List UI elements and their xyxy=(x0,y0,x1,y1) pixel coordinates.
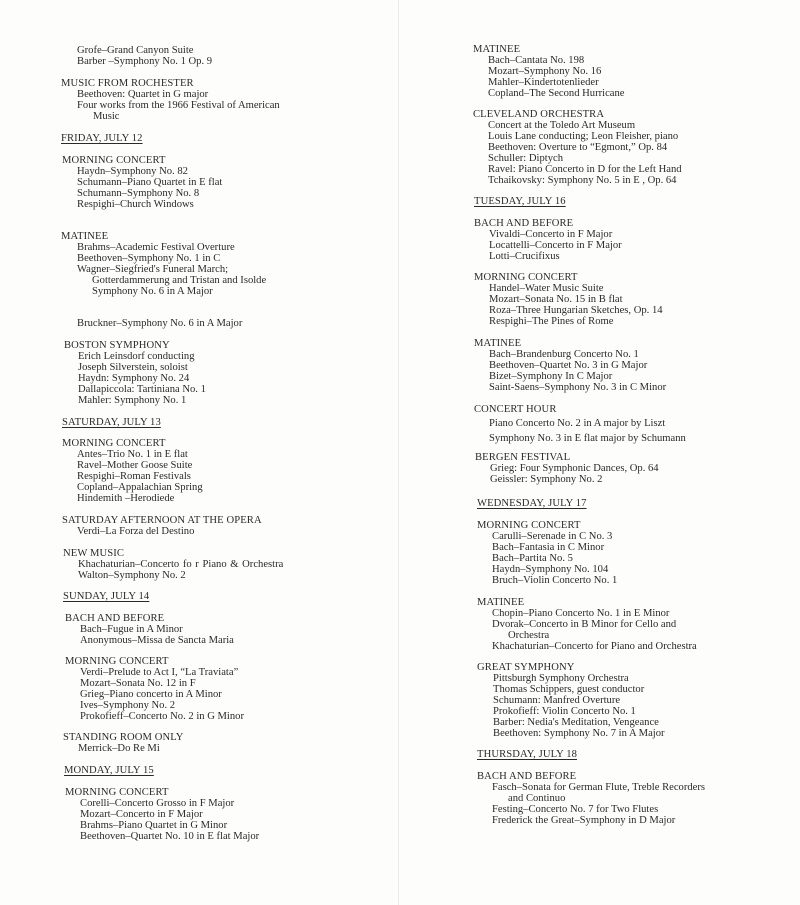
program-item: Saint-Saens–Symphony No. 3 in C Minor xyxy=(489,382,667,393)
program-item: Beethoven: Symphony No. 7 in A Major xyxy=(493,728,665,739)
program-heading: SATURDAY AFTERNOON AT THE OPERA xyxy=(62,515,262,526)
program-item: Walton–Symphony No. 2 xyxy=(78,570,186,581)
program-heading: GREAT SYMPHONY xyxy=(477,662,575,673)
program-heading: NEW MUSIC xyxy=(63,548,125,559)
schedule-block xyxy=(61,78,280,122)
schedule-block xyxy=(64,340,206,406)
program-item: Copland–The Second Hurricane xyxy=(488,88,625,99)
program-item: Concert at the Toledo Art Museum xyxy=(488,120,636,131)
schedule-block xyxy=(477,662,665,739)
program-item: Schumann: Manfred Overture xyxy=(493,695,621,706)
program-heading: MATINEE xyxy=(473,44,521,55)
schedule-block xyxy=(77,318,242,329)
program-item: Respighi–Roman Festivals xyxy=(77,471,191,482)
program-item: Bach–Brandenburg Concerto No. 1 xyxy=(489,349,639,360)
schedule-block xyxy=(61,231,266,297)
program-item: Roza–Three Hungarian Sketches, Op. 14 xyxy=(489,305,663,316)
program-item: Bach–Cantata No. 198 xyxy=(488,55,585,66)
program-item: Fasch–Sonata for German Flute, Treble Recorders xyxy=(492,782,706,793)
program-item: Mozart–Symphony No. 16 xyxy=(488,66,602,77)
program-item: Dallapiccola: Tartiniana No. 1 xyxy=(78,384,206,395)
schedule-block xyxy=(477,520,617,586)
program-item: Pittsburgh Symphony Orchestra xyxy=(493,673,629,684)
program-item: Barber –Symphony No. 1 Op. 9 xyxy=(77,56,213,67)
program-item: Antes–Trio No. 1 in E flat xyxy=(77,449,188,460)
program-heading: BERGEN FESTIVAL xyxy=(475,452,571,463)
program-item: Respighi–The Pines of Rome xyxy=(489,316,614,327)
program-item: Bach–Partita No. 5 xyxy=(492,553,573,564)
program-item: Prokofieff: Violin Concerto No. 1 xyxy=(493,706,636,717)
program-item: Mozart–Concerto in F Major xyxy=(80,809,203,820)
program-item: Symphony No. 6 in A Major xyxy=(92,286,213,297)
program-item: Gotterdammerung and Tristan and Isolde xyxy=(92,275,267,286)
program-item: Copland–Appalachian Spring xyxy=(77,482,203,493)
program-item: Grieg–Piano concerto in A Minor xyxy=(80,689,222,700)
day-heading: SATURDAY, JULY 13 xyxy=(62,417,161,428)
schedule-block xyxy=(63,548,283,581)
program-item: Bach–Fugue in A Minor xyxy=(80,624,183,635)
program-item: Louis Lane conducting; Leon Fleisher, piano xyxy=(488,131,679,142)
program-heading: CLEVELAND ORCHESTRA xyxy=(473,109,605,120)
program-item: Mozart–Sonata No. 15 in B flat xyxy=(489,294,623,305)
program-item: Bruckner–Symphony No. 6 in A Major xyxy=(77,318,243,329)
program-item: Khachaturian–Concerto for Piano and Orchestra xyxy=(492,641,697,652)
program-item: Prokofieff–Concerto No. 2 in G Minor xyxy=(80,711,244,722)
program-item: Locattelli–Concerto in F Major xyxy=(489,240,622,251)
program-heading: MORNING CONCERT xyxy=(477,520,581,531)
program-item: Brahms–Academic Festival Overture xyxy=(77,242,235,253)
program-item: Beethoven–Symphony No. 1 in C xyxy=(77,253,221,264)
program-item: Mahler: Symphony No. 1 xyxy=(78,395,187,406)
program-heading: MORNING CONCERT xyxy=(62,155,166,166)
program-item: Thomas Schippers, guest conductor xyxy=(493,684,645,695)
program-item: Haydn–Symphony No. 82 xyxy=(77,166,188,177)
schedule-block xyxy=(65,787,259,842)
schedule-block xyxy=(474,272,663,327)
day-heading: TUESDAY, JULY 16 xyxy=(474,196,566,207)
program-heading: BOSTON SYMPHONY xyxy=(64,340,170,351)
program-item: Schumann–Piano Quartet in E flat xyxy=(77,177,223,188)
program-item: Bruch–Violin Concerto No. 1 xyxy=(492,575,618,586)
program-heading: MORNING CONCERT xyxy=(65,656,169,667)
day-heading: THURSDAY, JULY 18 xyxy=(477,749,578,760)
program-item: Haydn–Symphony No. 104 xyxy=(492,564,609,575)
program-item: Beethoven–Quartet No. 3 in G Major xyxy=(489,360,648,371)
day-heading: WEDNESDAY, JULY 17 xyxy=(477,498,587,509)
program-heading: MATINEE xyxy=(474,338,522,349)
program-item: Respighi–Church Windows xyxy=(77,199,194,210)
program-item: Barber: Nedia's Meditation, Vengeance xyxy=(493,717,659,728)
program-item: Brahms–Piano Quartet in G Minor xyxy=(80,820,228,831)
schedule-block xyxy=(65,656,244,722)
program-heading: MATINEE xyxy=(61,231,109,242)
program-item: Corelli–Concerto Grosso in F Major xyxy=(80,798,235,809)
program-item: Lotti–Crucifixus xyxy=(489,251,560,262)
program-item: Carulli–Serenade in C No. 3 xyxy=(492,531,613,542)
schedule-block xyxy=(477,597,697,652)
program-item: Erich Leinsdorf conducting xyxy=(78,351,195,362)
schedule-block xyxy=(474,404,686,444)
program-item: Haydn: Symphony No. 24 xyxy=(78,373,190,384)
schedule-block xyxy=(62,438,203,504)
program-item: Khachaturian–Concerto fo r Piano & Orchestra xyxy=(78,559,284,570)
program-item: Hindemith –Herodiede xyxy=(77,493,175,504)
program-item: Joseph Silverstein, soloist xyxy=(78,362,188,373)
program-heading: BACH AND BEFORE xyxy=(65,613,165,624)
program-item: Festing–Concerto No. 7 for Two Flutes xyxy=(492,804,659,815)
program-item: Geissler: Symphony No. 2 xyxy=(490,474,603,485)
page-fold xyxy=(398,0,399,905)
program-item: Mozart–Sonata No. 12 in F xyxy=(80,678,196,689)
program-item: Wagner–Siegfried's Funeral March; xyxy=(77,264,229,275)
program-item: Beethoven: Overture to “Egmont,” Op. 84 xyxy=(488,142,668,153)
program-item: Bizet–Symphony In C Major xyxy=(489,371,613,382)
program-item: Grieg: Four Symphonic Dances, Op. 64 xyxy=(490,463,659,474)
day-heading: FRIDAY, JULY 12 xyxy=(61,133,143,144)
program-item: Anonymous–Missa de Sancta Maria xyxy=(80,635,234,646)
program-item: Beethoven–Quartet No. 10 in E flat Major xyxy=(80,831,260,842)
program-heading: STANDING ROOM ONLY xyxy=(63,732,184,743)
program-heading: MORNING CONCERT xyxy=(65,787,169,798)
program-item: Schuller: Diptych xyxy=(488,153,564,164)
program-item: Ives–Symphony No. 2 xyxy=(80,700,176,711)
program-heading: MUSIC FROM ROCHESTER xyxy=(61,78,194,89)
schedule-block xyxy=(473,44,625,99)
program-item: Orchestra xyxy=(508,630,550,641)
program-item: Ravel–Mother Goose Suite xyxy=(77,460,193,471)
program-heading: MORNING CONCERT xyxy=(62,438,166,449)
schedule-block xyxy=(475,452,659,485)
program-item: Schumann–Symphony No. 8 xyxy=(77,188,200,199)
program-item: Handel–Water Music Suite xyxy=(489,283,604,294)
program-heading: BACH AND BEFORE xyxy=(474,218,574,229)
program-item: Beethoven: Quartet in G major xyxy=(77,89,209,100)
program-item: Ravel: Piano Concerto in D for the Left Hand xyxy=(488,164,682,175)
schedule-block xyxy=(63,732,184,754)
program-item: Merrick–Do Re Mi xyxy=(78,743,160,754)
program-item: Music xyxy=(93,111,120,122)
day-heading: MONDAY, JULY 15 xyxy=(64,765,154,776)
program-item: and Continuo xyxy=(508,793,566,804)
program-item: Mahler–Kindertotenlieder xyxy=(488,77,599,88)
schedule-block xyxy=(77,45,212,67)
schedule-block xyxy=(473,109,682,186)
schedule-block xyxy=(62,155,222,210)
schedule-block xyxy=(477,771,705,826)
program-item: Dvorak–Concerto in B Minor for Cello and xyxy=(492,619,677,630)
program-item: Symphony No. 3 in E flat major by Schumann xyxy=(489,433,686,444)
program-item: Grofe–Grand Canyon Suite xyxy=(77,45,194,56)
program-heading: MORNING CONCERT xyxy=(474,272,578,283)
schedule-block xyxy=(474,218,622,262)
program-item: Piano Concerto No. 2 in A major by Liszt xyxy=(489,418,666,429)
schedule-block xyxy=(474,338,666,393)
schedule-block xyxy=(65,613,234,646)
program-item: Chopin–Piano Concerto No. 1 in E Minor xyxy=(492,608,670,619)
program-heading: CONCERT HOUR xyxy=(474,404,557,415)
program-item: Verdi–La Forza del Destino xyxy=(77,526,195,537)
program-item: Four works from the 1966 Festival of American xyxy=(77,100,280,111)
program-item: Tchaikovsky: Symphony No. 5 in E , Op. 64 xyxy=(488,175,677,186)
day-heading: SUNDAY, JULY 14 xyxy=(63,591,150,602)
program-item: Verdi–Prelude to Act I, “La Traviata” xyxy=(80,667,239,678)
program-item: Bach–Fantasia in C Minor xyxy=(492,542,605,553)
schedule-block xyxy=(62,515,262,537)
program-item: Vivaldi–Concerto in F Major xyxy=(489,229,613,240)
program-heading: BACH AND BEFORE xyxy=(477,771,577,782)
program-heading: MATINEE xyxy=(477,597,525,608)
program-item: Frederick the Great–Symphony in D Major xyxy=(492,815,676,826)
